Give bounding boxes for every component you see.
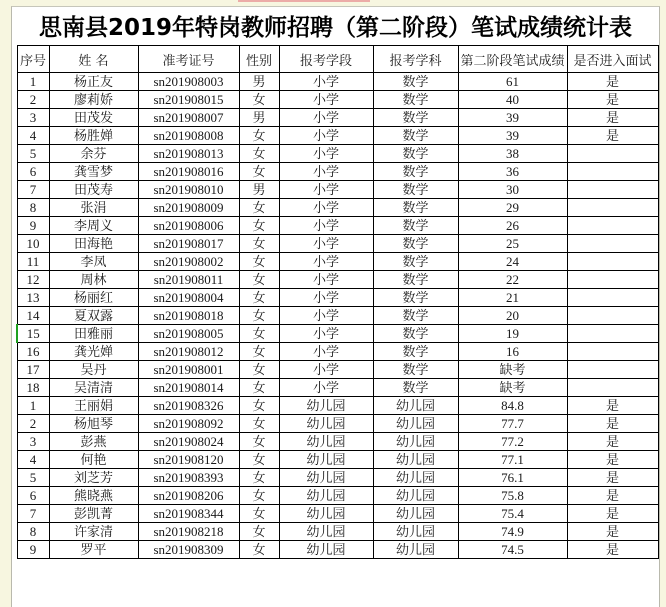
cell-subject[interactable]: 数学: [373, 145, 458, 163]
table-row[interactable]: [17, 289, 658, 307]
cell-interview[interactable]: 是: [567, 469, 658, 487]
cell-exam-id[interactable]: sn201908012: [138, 343, 239, 361]
table-row[interactable]: [17, 181, 658, 199]
cell-no[interactable]: 4: [17, 127, 49, 145]
cell-score[interactable]: 缺考: [458, 361, 567, 379]
cell-level[interactable]: 小学: [279, 163, 373, 181]
cell-exam-id[interactable]: sn201908120: [138, 451, 239, 469]
cell-level[interactable]: 幼儿园: [279, 487, 373, 505]
cell-gender[interactable]: 男: [239, 73, 279, 91]
cell-no[interactable]: 14: [17, 307, 49, 325]
cell-no[interactable]: 17: [17, 361, 49, 379]
cell-score[interactable]: 77.1: [458, 451, 567, 469]
cell-score[interactable]: 36: [458, 163, 567, 181]
cell-subject[interactable]: 数学: [373, 217, 458, 235]
table-row[interactable]: [17, 415, 658, 433]
cell-subject[interactable]: 幼儿园: [373, 397, 458, 415]
cell-interview[interactable]: [567, 181, 658, 199]
cell-subject[interactable]: 数学: [373, 235, 458, 253]
cell-interview[interactable]: [567, 271, 658, 289]
cell-score[interactable]: 76.1: [458, 469, 567, 487]
cell-subject[interactable]: 数学: [373, 199, 458, 217]
cell-name[interactable]: 许家清: [49, 523, 138, 541]
score-table: [16, 45, 659, 559]
cell-name[interactable]: 李凤: [49, 253, 138, 271]
cell-exam-id[interactable]: sn201908003: [138, 73, 239, 91]
table-row[interactable]: [17, 127, 658, 145]
column-header-level: 报考学段: [279, 46, 373, 73]
cell-subject[interactable]: 数学: [373, 343, 458, 361]
table-row[interactable]: [17, 271, 658, 289]
cell-level[interactable]: 小学: [279, 199, 373, 217]
cell-gender[interactable]: 女: [239, 343, 279, 361]
cell-no[interactable]: 9: [17, 541, 49, 559]
cell-no[interactable]: 18: [17, 379, 49, 397]
cell-no[interactable]: 3: [17, 109, 49, 127]
top-edge-artifact-line: [238, 0, 370, 2]
cell-exam-id[interactable]: sn201908393: [138, 469, 239, 487]
cell-interview[interactable]: [567, 199, 658, 217]
cell-name[interactable]: 吴丹: [49, 361, 138, 379]
cell-interview[interactable]: [567, 235, 658, 253]
column-header-interview: 是否进入面试: [567, 46, 658, 73]
cell-no[interactable]: 3: [17, 433, 49, 451]
cell-level[interactable]: 小学: [279, 343, 373, 361]
cell-score[interactable]: 40: [458, 91, 567, 109]
cell-no[interactable]: 7: [17, 181, 49, 199]
cell-interview[interactable]: [567, 379, 658, 397]
cell-subject[interactable]: 数学: [373, 127, 458, 145]
cell-subject[interactable]: 幼儿园: [373, 523, 458, 541]
cell-subject[interactable]: 幼儿园: [373, 433, 458, 451]
cell-exam-id[interactable]: sn201908014: [138, 379, 239, 397]
cell-gender[interactable]: 女: [239, 307, 279, 325]
cell-gender[interactable]: 女: [239, 271, 279, 289]
cell-gender[interactable]: 女: [239, 325, 279, 343]
cell-level[interactable]: 小学: [279, 325, 373, 343]
cell-subject[interactable]: 数学: [373, 253, 458, 271]
column-header-name: 姓 名: [49, 46, 138, 73]
cell-gender[interactable]: 女: [239, 433, 279, 451]
table-row[interactable]: [17, 451, 658, 469]
cell-name[interactable]: 彭凯菁: [49, 505, 138, 523]
table-row[interactable]: [17, 523, 658, 541]
cell-subject[interactable]: 数学: [373, 361, 458, 379]
cell-exam-id[interactable]: sn201908004: [138, 289, 239, 307]
cell-score[interactable]: 24: [458, 253, 567, 271]
cell-gender[interactable]: 女: [239, 505, 279, 523]
cell-gender[interactable]: 女: [239, 397, 279, 415]
cell-gender[interactable]: 女: [239, 361, 279, 379]
cell-interview[interactable]: [567, 343, 658, 361]
cell-subject[interactable]: 数学: [373, 91, 458, 109]
cell-score[interactable]: 61: [458, 73, 567, 91]
cell-level[interactable]: 幼儿园: [279, 397, 373, 415]
cell-level[interactable]: 小学: [279, 73, 373, 91]
cell-no[interactable]: 7: [17, 505, 49, 523]
cell-subject[interactable]: 数学: [373, 379, 458, 397]
cell-interview[interactable]: [567, 253, 658, 271]
cell-gender[interactable]: 女: [239, 217, 279, 235]
cell-gender[interactable]: 女: [239, 289, 279, 307]
cell-interview[interactable]: 是: [567, 451, 658, 469]
cell-no[interactable]: 1: [17, 397, 49, 415]
column-header-id: 准考证号: [138, 46, 239, 73]
column-header-subject: 报考学科: [373, 46, 458, 73]
table-row[interactable]: [17, 397, 658, 415]
cell-level[interactable]: 幼儿园: [279, 451, 373, 469]
cell-name[interactable]: 何艳: [49, 451, 138, 469]
cell-no[interactable]: 2: [17, 91, 49, 109]
cell-score[interactable]: 39: [458, 127, 567, 145]
cell-name[interactable]: 田茂发: [49, 109, 138, 127]
cell-gender[interactable]: 女: [239, 541, 279, 559]
cell-gender[interactable]: 女: [239, 91, 279, 109]
table-row[interactable]: [17, 217, 658, 235]
cell-name[interactable]: 龚光婵: [49, 343, 138, 361]
cell-gender[interactable]: 女: [239, 145, 279, 163]
cell-interview[interactable]: 是: [567, 541, 658, 559]
cell-gender[interactable]: 女: [239, 235, 279, 253]
cell-name[interactable]: 杨胜婵: [49, 127, 138, 145]
table-row[interactable]: [17, 307, 658, 325]
table-row[interactable]: [17, 109, 658, 127]
cell-gender[interactable]: 女: [239, 451, 279, 469]
column-header-score: 第二阶段笔试成绩: [458, 46, 567, 73]
cell-score[interactable]: 74.9: [458, 523, 567, 541]
header-row: [17, 46, 658, 73]
cell-exam-id[interactable]: sn201908206: [138, 487, 239, 505]
cell-no[interactable]: 16: [17, 343, 49, 361]
cell-interview[interactable]: 是: [567, 487, 658, 505]
cell-gender[interactable]: 女: [239, 523, 279, 541]
table-row[interactable]: [17, 469, 658, 487]
cell-exam-id[interactable]: sn201908011: [138, 271, 239, 289]
cell-name[interactable]: 刘芝芳: [49, 469, 138, 487]
cell-score[interactable]: 21: [458, 289, 567, 307]
cell-level[interactable]: 小学: [279, 307, 373, 325]
cell-exam-id[interactable]: sn201908009: [138, 199, 239, 217]
cell-name[interactable]: 彭燕: [49, 433, 138, 451]
cell-score[interactable]: 77.2: [458, 433, 567, 451]
cell-subject[interactable]: 幼儿园: [373, 487, 458, 505]
cell-no[interactable]: 15: [17, 325, 49, 343]
cell-name[interactable]: 夏双露: [49, 307, 138, 325]
cell-name[interactable]: 田茂寿: [49, 181, 138, 199]
cell-level[interactable]: 小学: [279, 145, 373, 163]
cell-no[interactable]: 8: [17, 523, 49, 541]
cell-interview[interactable]: [567, 325, 658, 343]
cell-level[interactable]: 幼儿园: [279, 433, 373, 451]
cell-gender[interactable]: 女: [239, 163, 279, 181]
cell-gender[interactable]: 男: [239, 109, 279, 127]
cell-interview[interactable]: 是: [567, 127, 658, 145]
cell-no[interactable]: 8: [17, 199, 49, 217]
cell-exam-id[interactable]: sn201908007: [138, 109, 239, 127]
cell-exam-id[interactable]: sn201908018: [138, 307, 239, 325]
cell-score[interactable]: 19: [458, 325, 567, 343]
table-row[interactable]: [17, 343, 658, 361]
cell-name[interactable]: 杨丽红: [49, 289, 138, 307]
cell-score[interactable]: 29: [458, 199, 567, 217]
cell-level[interactable]: 幼儿园: [279, 415, 373, 433]
table-row[interactable]: [17, 433, 658, 451]
cell-interview[interactable]: 是: [567, 433, 658, 451]
cell-subject[interactable]: 数学: [373, 109, 458, 127]
cell-level[interactable]: 小学: [279, 181, 373, 199]
column-header-gender: 性别: [239, 46, 279, 73]
cell-no[interactable]: 5: [17, 145, 49, 163]
cell-no[interactable]: 4: [17, 451, 49, 469]
cell-score[interactable]: 25: [458, 235, 567, 253]
cell-score[interactable]: 74.5: [458, 541, 567, 559]
cell-subject[interactable]: 幼儿园: [373, 469, 458, 487]
cell-subject[interactable]: 幼儿园: [373, 505, 458, 523]
table-row[interactable]: [17, 73, 658, 91]
cell-score[interactable]: 22: [458, 271, 567, 289]
table-row[interactable]: [17, 541, 658, 559]
cell-interview[interactable]: 是: [567, 91, 658, 109]
table-row[interactable]: [17, 253, 658, 271]
cell-exam-id[interactable]: sn201908001: [138, 361, 239, 379]
cell-interview[interactable]: 是: [567, 397, 658, 415]
cell-no[interactable]: 6: [17, 163, 49, 181]
cell-subject[interactable]: 数学: [373, 181, 458, 199]
cell-level[interactable]: 幼儿园: [279, 523, 373, 541]
cell-exam-id[interactable]: sn201908017: [138, 235, 239, 253]
cell-level[interactable]: 幼儿园: [279, 505, 373, 523]
cell-exam-id[interactable]: sn201908309: [138, 541, 239, 559]
cell-no[interactable]: 5: [17, 469, 49, 487]
cell-gender[interactable]: 女: [239, 199, 279, 217]
cell-exam-id[interactable]: sn201908015: [138, 91, 239, 109]
cell-exam-id[interactable]: sn201908218: [138, 523, 239, 541]
cell-no[interactable]: 10: [17, 235, 49, 253]
cell-score[interactable]: 缺考: [458, 379, 567, 397]
cell-no[interactable]: 11: [17, 253, 49, 271]
cell-gender[interactable]: 女: [239, 379, 279, 397]
cell-subject[interactable]: 幼儿园: [373, 541, 458, 559]
cell-name[interactable]: 吴清清: [49, 379, 138, 397]
cell-score[interactable]: 75.4: [458, 505, 567, 523]
cell-interview[interactable]: [567, 163, 658, 181]
cell-level[interactable]: 小学: [279, 271, 373, 289]
cell-exam-id[interactable]: sn201908016: [138, 163, 239, 181]
cell-exam-id[interactable]: sn201908005: [138, 325, 239, 343]
cell-level[interactable]: 小学: [279, 379, 373, 397]
cell-exam-id[interactable]: sn201908344: [138, 505, 239, 523]
table-row[interactable]: [17, 199, 658, 217]
cell-gender[interactable]: 女: [239, 127, 279, 145]
cell-name[interactable]: 龚雪梦: [49, 163, 138, 181]
page-title: 思南县2019年特岗教师招聘（第二阶段）笔试成绩统计表: [38, 15, 632, 41]
cell-level[interactable]: 幼儿园: [279, 541, 373, 559]
cell-level[interactable]: 幼儿园: [279, 469, 373, 487]
cell-subject[interactable]: 数学: [373, 163, 458, 181]
cell-name[interactable]: 王丽娟: [49, 397, 138, 415]
table-row[interactable]: [17, 235, 658, 253]
table-row[interactable]: [17, 505, 658, 523]
cell-exam-id[interactable]: sn201908326: [138, 397, 239, 415]
cell-subject[interactable]: 幼儿园: [373, 451, 458, 469]
cell-interview[interactable]: [567, 145, 658, 163]
cell-score[interactable]: 38: [458, 145, 567, 163]
cell-no[interactable]: 1: [17, 73, 49, 91]
cell-name[interactable]: 田雅丽: [49, 325, 138, 343]
table-row[interactable]: [17, 91, 658, 109]
column-header-no: 序号: [17, 46, 49, 73]
cell-name[interactable]: 余芬: [49, 145, 138, 163]
cell-name[interactable]: 罗平: [49, 541, 138, 559]
cell-score[interactable]: 77.7: [458, 415, 567, 433]
cell-no[interactable]: 13: [17, 289, 49, 307]
cell-score[interactable]: 30: [458, 181, 567, 199]
cell-interview[interactable]: [567, 289, 658, 307]
table-body: [17, 73, 658, 559]
cell-level[interactable]: 小学: [279, 253, 373, 271]
cell-name[interactable]: 杨旭琴: [49, 415, 138, 433]
cell-exam-id[interactable]: sn201908008: [138, 127, 239, 145]
cell-gender[interactable]: 女: [239, 253, 279, 271]
cell-level[interactable]: 小学: [279, 109, 373, 127]
cell-subject[interactable]: 幼儿园: [373, 415, 458, 433]
cell-exam-id[interactable]: sn201908006: [138, 217, 239, 235]
cell-gender[interactable]: 男: [239, 181, 279, 199]
cell-name[interactable]: 田海艳: [49, 235, 138, 253]
cell-subject[interactable]: 数学: [373, 289, 458, 307]
cell-interview[interactable]: [567, 307, 658, 325]
table-row[interactable]: [17, 325, 658, 343]
cell-level[interactable]: 小学: [279, 289, 373, 307]
cell-score[interactable]: 20: [458, 307, 567, 325]
cell-interview[interactable]: 是: [567, 505, 658, 523]
cell-exam-id[interactable]: sn201908013: [138, 145, 239, 163]
table-row[interactable]: [17, 379, 658, 397]
cell-interview[interactable]: 是: [567, 109, 658, 127]
cell-no[interactable]: 2: [17, 415, 49, 433]
cell-gender[interactable]: 女: [239, 415, 279, 433]
cell-subject[interactable]: 数学: [373, 325, 458, 343]
cell-score[interactable]: 26: [458, 217, 567, 235]
cell-gender[interactable]: 女: [239, 469, 279, 487]
cell-name[interactable]: 熊晓燕: [49, 487, 138, 505]
cell-name[interactable]: 廖莉娇: [49, 91, 138, 109]
spreadsheet-area: [11, 6, 660, 607]
cell-gender[interactable]: 女: [239, 487, 279, 505]
cell-score[interactable]: 16: [458, 343, 567, 361]
cell-score[interactable]: 75.8: [458, 487, 567, 505]
cell-level[interactable]: 小学: [279, 235, 373, 253]
cell-level[interactable]: 小学: [279, 217, 373, 235]
cell-subject[interactable]: 数学: [373, 307, 458, 325]
table-row[interactable]: [17, 361, 658, 379]
cell-exam-id[interactable]: sn201908002: [138, 253, 239, 271]
cell-subject[interactable]: 数学: [373, 73, 458, 91]
table-row[interactable]: [17, 487, 658, 505]
table-row[interactable]: [17, 163, 658, 181]
cell-level[interactable]: 小学: [279, 127, 373, 145]
cell-exam-id[interactable]: sn201908024: [138, 433, 239, 451]
cell-no[interactable]: 9: [17, 217, 49, 235]
cell-name[interactable]: 李周义: [49, 217, 138, 235]
cell-subject[interactable]: 数学: [373, 271, 458, 289]
cell-score[interactable]: 84.8: [458, 397, 567, 415]
cell-interview[interactable]: 是: [567, 415, 658, 433]
table-row[interactable]: [17, 145, 658, 163]
cell-exam-id[interactable]: sn201908010: [138, 181, 239, 199]
cell-interview[interactable]: 是: [567, 523, 658, 541]
cell-name[interactable]: 周林: [49, 271, 138, 289]
cell-interview[interactable]: [567, 361, 658, 379]
cell-name[interactable]: 张涓: [49, 199, 138, 217]
cell-score[interactable]: 39: [458, 109, 567, 127]
cell-no[interactable]: 6: [17, 487, 49, 505]
cell-level[interactable]: 小学: [279, 361, 373, 379]
cell-exam-id[interactable]: sn201908092: [138, 415, 239, 433]
cell-interview[interactable]: 是: [567, 73, 658, 91]
cell-level[interactable]: 小学: [279, 91, 373, 109]
cell-name[interactable]: 杨正友: [49, 73, 138, 91]
cell-no[interactable]: 12: [17, 271, 49, 289]
cell-interview[interactable]: [567, 217, 658, 235]
